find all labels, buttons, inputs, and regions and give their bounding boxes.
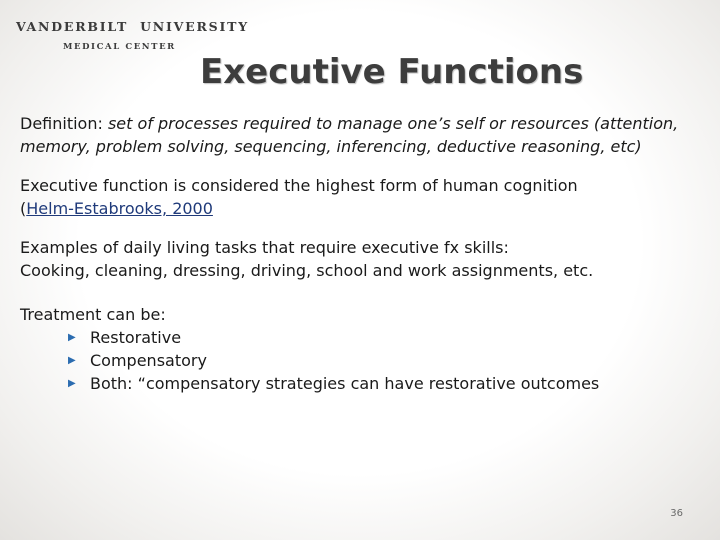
- logo-right-word: UNIVERSITY: [140, 18, 249, 34]
- logo-subline: MEDICAL CENTER: [63, 42, 176, 52]
- citation-link[interactable]: Helm-Estabrooks, 2000: [26, 199, 213, 218]
- logo-left-word: VANDERBILT: [16, 18, 129, 34]
- definition-label: Definition:: [20, 114, 103, 133]
- slide-body: [20, 112, 710, 395]
- slide-title: Executive Functions: [200, 52, 584, 92]
- page-number: 36: [670, 508, 683, 519]
- list-item: [68, 349, 710, 372]
- treatment-heading: Treatment can be:: [20, 305, 166, 324]
- treatment-item-label: Both: “compensatory strategies can have restorative outcomes: [90, 374, 600, 393]
- citation-open-paren: (: [20, 199, 27, 218]
- treatment-section: [20, 303, 710, 395]
- treatment-item-label: Compensatory: [90, 351, 207, 370]
- vanderbilt-logo: [16, 14, 249, 56]
- triangle-right-icon: ▶: [68, 378, 76, 389]
- examples-line-1: Examples of daily living tasks that require executive fx skills:: [20, 238, 509, 257]
- logo-row: [16, 14, 249, 38]
- list-item: [68, 326, 710, 349]
- triangle-right-icon: ▶: [68, 332, 76, 343]
- definition-paragraph: [20, 112, 710, 158]
- definition-text: set of processes required to manage one’s self or resources (attention, memory, problem solving, sequencing, inferencing, deductive reasoning, etc): [20, 114, 679, 156]
- cognition-text: Executive function is considered the highest form of human cognition: [20, 176, 578, 195]
- treatment-item-label: Restorative: [90, 328, 182, 347]
- cognition-paragraph: [20, 174, 710, 220]
- triangle-right-icon: ▶: [68, 355, 76, 366]
- treatment-list: [20, 326, 710, 395]
- examples-paragraph: [20, 236, 710, 282]
- examples-line-2: Cooking, cleaning, dressing, driving, school and work assignments, etc.: [20, 261, 594, 280]
- list-item: [68, 372, 710, 395]
